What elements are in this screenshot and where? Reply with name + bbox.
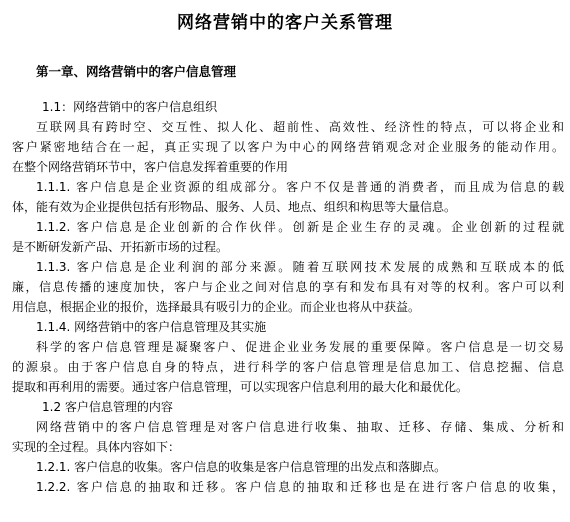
body-line: 是不断研发新产品、开拓新市场的过程。 bbox=[12, 240, 229, 254]
body-line: 1.2.2. 客户信息的抽取和迁移。客户信息的抽取和迁移也是在进行客户信息的收集， bbox=[36, 480, 564, 494]
body-line: 互联网具有跨时空、交互性、拟人化、超前性、高效性、经济性的特点，可以将企业和 bbox=[36, 120, 564, 134]
body-line: 1.1.2. 客户信息是企业创新的合作伙伴。创新是企业生存的灵魂。企业创新的过程就 bbox=[36, 220, 564, 234]
body-line: 1.1.4. 网络营销中的客户信息管理及其实施 bbox=[36, 320, 267, 334]
body-line: 1.1：网络营销中的客户信息组织 bbox=[42, 100, 218, 114]
body-line: 网络营销中的客户信息管理是对客户信息进行收集、抽取、迁移、存储、集成、分析和 bbox=[36, 420, 564, 434]
document-title: 网络营销中的客户关系管理 bbox=[177, 13, 393, 33]
body-line: 科学的客户信息管理是凝聚客户、促进企业业务发展的重要保障。客户信息是一切交易 bbox=[36, 340, 564, 354]
body-line: 的源泉。由于客户信息自身的特点，进行科学的客户信息管理是信息加工、信息挖掘、信息 bbox=[12, 360, 564, 374]
body-line: 1.2 客户信息管理的内容 bbox=[42, 400, 173, 414]
body-line: 实现的全过程。具体内容如下： bbox=[12, 440, 181, 454]
body-line: 在整个网络营销环节中，客户信息发挥着重要的作用 bbox=[12, 160, 289, 174]
body-line: 用信息，根据企业的报价，选择最具有吸引力的企业。而企业也将从中获益。 bbox=[12, 300, 421, 314]
body-line: 1.1.3. 客户信息是企业利润的部分来源。随着互联网技术发展的成熟和互联成本的低 bbox=[36, 260, 564, 274]
body-line: 廉，信息传播的速度加快，客户与企业之间对信息的享有和发布具有对等的权利。客户可以利 bbox=[12, 280, 564, 294]
chapter-heading: 第一章、网络营销中的客户信息管理 bbox=[36, 64, 237, 79]
body-line: 体，能有效为企业提供包括有形物品、服务、人员、地点、组织和构思等大量信息。 bbox=[12, 200, 457, 214]
body-line: 1.1.1. 客户信息是企业资源的组成部分。客户不仅是普通的消费者，而且成为信息的载 bbox=[36, 180, 564, 194]
body-line: 提取和再利用的需要。通过客户信息管理，可以实现客户信息利用的最大化和最优化。 bbox=[12, 380, 469, 394]
document-body bbox=[12, 97, 564, 497]
body-line: 客户紧密地结合在一起，真正实现了以客户为中心的网络营销观念对企业服务的能动作用。 bbox=[12, 140, 564, 154]
body-line: 1.2.1. 客户信息的收集。客户信息的收集是客户信息管理的出发点和落脚点。 bbox=[36, 460, 447, 474]
